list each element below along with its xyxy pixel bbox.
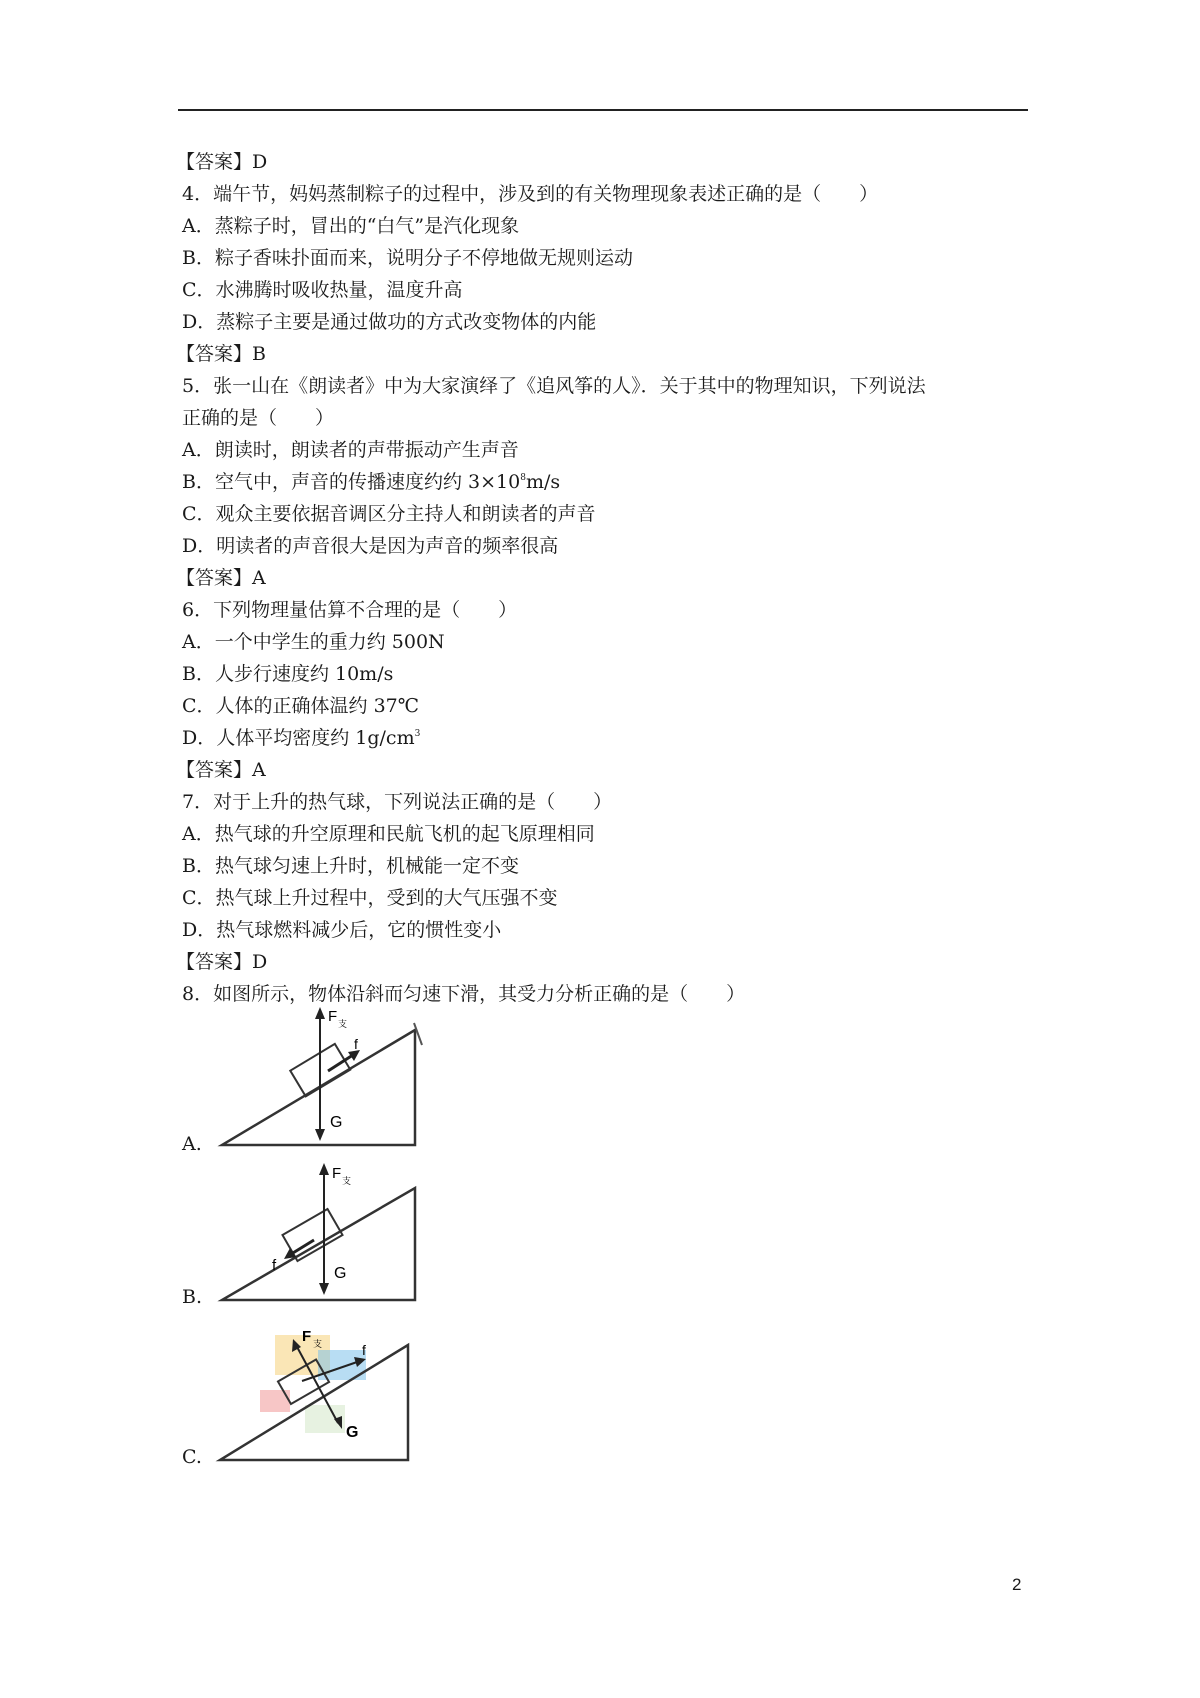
q5-option-b: B．空气中，声音的传播速度约约 $3\times 10^8m/s$ [182,471,561,493]
q5-option-c: C．观众主要依据音调区分主持人和朗读者的声音 [182,503,596,525]
q6-option-a: A．一个中学生的重力约 500N [182,631,445,653]
q8-b-support-label: F [332,1165,342,1182]
q7-stem: 7．对于上升的热气球，下列说法正确的是（ ） [182,791,613,813]
q6-stem: 6．下列物理量估算不合理的是（ ） [182,599,518,621]
q5-answer: 【答案】A [176,567,266,589]
q5-stem-line2: 正确的是（ ） [182,407,335,429]
header-rule [178,109,1028,111]
q5-stem-line1: 5．张一山在《朗读者》中为大家演绎了《追风筝的人》．关于其中的物理知识，下列说法 [182,375,926,397]
q4-option-b: B．粽子香味扑面而来，说明分子不停地做无规则运动 [182,247,633,269]
q4-option-a: A．蒸粽子时，冒出的“白气”是汽化现象 [182,215,520,237]
q7-option-a: A．热气球的升空原理和民航飞机的起飞原理相同 [182,823,595,845]
q8-a-friction-label: f [354,1036,358,1052]
q7-answer: 【答案】D [176,951,268,973]
q4-stem: 4．端午节，妈妈蒸制粽子的过程中，涉及到的有关物理现象表述正确的是（ ） [182,183,879,205]
q8-c-friction-label: f [362,1342,366,1358]
q8-a-support-sub: 支 [338,1019,348,1029]
q8-b-support-sub: 支 [342,1176,352,1186]
q6-option-b: B．人步行速度约 10m/s [182,663,394,685]
q8-c-weight-label: G [346,1424,359,1441]
q4-answer: 【答案】B [176,343,266,365]
page-number: 2 [1012,1575,1022,1594]
q5-option-d: D．明读者的声音很大是因为声音的频率很高 [182,535,559,557]
q4-option-d: D．蒸粽子主要是通过做功的方式改变物体的内能 [182,311,597,333]
q8-b-friction-label: f [272,1257,277,1274]
q8-a-weight-label: G [330,1114,343,1131]
q8-c-support-label: F [302,1328,312,1345]
q7-option-c: C．热气球上升过程中，受到的大气压强不变 [182,887,558,909]
q8-figure-c [210,1315,430,1465]
q8-figure-c-label: C. [182,1446,202,1468]
q7-option-d: D．热气球燃料减少后，它的惯性变小 [182,919,502,941]
q8-a-support-label: F [328,1008,338,1025]
q7-option-b: B．热气球匀速上升时，机械能一定不变 [182,855,519,877]
q8-stem: 8．如图所示，物体沿斜而匀速下滑，其受力分析正确的是（ ） [182,983,746,1005]
q4-option-c: C．水沸腾时吸收热量，温度升高 [182,279,463,301]
q8-c-support-sub: 支 [313,1339,323,1349]
q6-answer: 【答案】A [176,759,266,781]
q5-option-a: A．朗读时，朗读者的声带振动产生声音 [182,439,519,461]
q6-option-d: D．人体平均密度约 $1g/cm^3$ [182,727,421,749]
answer-3: 【答案】D [176,151,268,173]
q8-figure-a-label: A. [182,1133,202,1155]
q8-figure-b [210,1160,430,1305]
q6-option-c: C．人体的正确体温约 37℃ [182,695,420,717]
q8-figure-a [210,1005,430,1150]
q8-b-weight-label: G [334,1265,347,1282]
q8-figure-b-label: B. [182,1286,203,1308]
